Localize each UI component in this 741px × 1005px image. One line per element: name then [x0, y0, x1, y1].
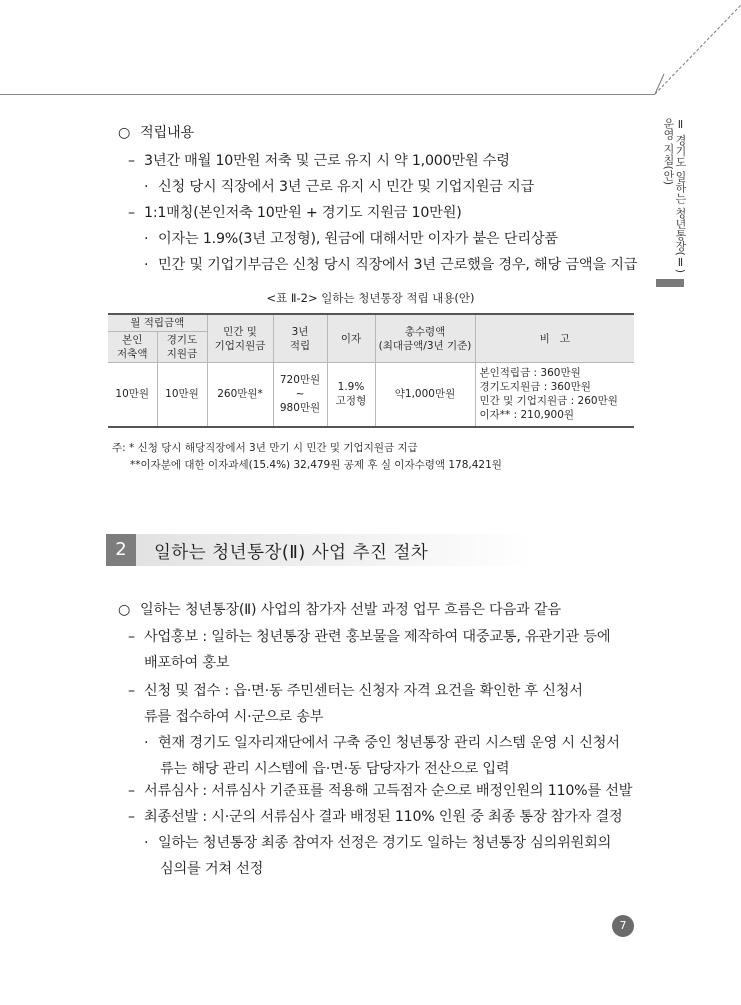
dash-icon: –: [128, 629, 135, 645]
page-number: 7: [612, 915, 634, 937]
cell-province: 10만원: [157, 363, 207, 427]
cell-three-year: 720만원 ~ 980만원: [273, 363, 327, 427]
dot-icon: ·: [144, 257, 149, 273]
section1-item: [144, 256, 637, 274]
header-remarks: 비 고: [475, 314, 634, 363]
section-number-badge: 2: [106, 534, 136, 566]
savings-table: [108, 313, 634, 428]
cell-remarks: [475, 363, 634, 427]
remark-line: 본인적립금 : 360만원: [479, 367, 581, 380]
header-rule: [0, 94, 655, 95]
section1-item: [128, 152, 510, 170]
section2-item: 류는 해당 관리 시스템에 읍·면·동 담당자가 전산으로 입력: [160, 761, 510, 777]
cell-private: 260만원*: [207, 363, 273, 427]
table-note: **이자분에 대한 이자과세(15.4%) 32,479원 공제 후 실 이자수령액 178,421원: [130, 459, 502, 471]
header-three-year: 3년 적립: [273, 314, 327, 363]
dash-icon: –: [128, 153, 135, 169]
section2-item-text: 서류심사 : 서류심사 기준표를 적용해 고득점자 순으로 배정인원의 110%를 선발: [144, 783, 633, 799]
table-header-row: [108, 314, 634, 332]
section1-item-text: 3년간 매월 10만원 저축 및 근로 유지 시 약 1,000만원 수령: [144, 153, 510, 169]
section1-item-text: 이자는 1.9%(3년 고정형), 원금에 대해서만 이자가 붙은 단리상품: [158, 231, 558, 247]
header-province: 경기도 지원금: [157, 332, 207, 363]
side-tab: [662, 118, 686, 278]
dot-icon: ·: [144, 735, 149, 751]
section1-item: [128, 204, 462, 222]
section2-item: 배포하여 홍보: [144, 655, 230, 671]
cell-interest: 1.9% 고정형: [327, 363, 375, 427]
section2-heading: [118, 601, 561, 619]
section2-heading-text: 일하는 청년통장(Ⅱ) 사업의 참가자 선발 과정 업무 흐름은 다음과 같음: [140, 602, 561, 618]
section2-item-text: 현재 경기도 일자리재단에서 구축 중인 청년통장 관리 시스템 운영 시 신청서: [158, 735, 620, 751]
section2-item: [128, 628, 610, 646]
section1-item-text: 민간 및 기업기부금은 신청 당시 직장에서 3년 근로했을 경우, 해당 금액을 지급: [158, 257, 638, 273]
remark-line: 민간 및 기업지원금 : 260만원: [479, 395, 618, 408]
dash-icon: –: [128, 783, 135, 799]
side-tab-subtitle: 운영 지침(안): [662, 118, 675, 186]
section-title: 일하는 청년통장(Ⅱ) 사업 추진 절차: [154, 543, 429, 563]
remark-line: 이자** : 210,900원: [479, 409, 575, 422]
table-note: 주: * 신청 당시 해당직장에서 3년 만기 시 민간 및 기업지원금 지급: [112, 442, 418, 454]
dot-icon: ·: [144, 231, 149, 247]
section2-item-text: 최종선발 : 시·군의 서류심사 결과 배정된 110% 인원 중 최종 통장 참가자 결정: [144, 809, 623, 825]
header-private: 민간 및 기업지원금: [207, 314, 273, 363]
cell-total: 약1,000만원: [375, 363, 475, 427]
dot-icon: ·: [144, 835, 149, 851]
side-tab-title: 경기도 일하는 청년통장(Ⅱ): [674, 134, 687, 274]
section2-item: 류를 접수하여 시·군으로 송부: [144, 709, 324, 725]
corner-decoration: [640, 0, 741, 110]
dash-icon: –: [128, 205, 135, 221]
section2-item-text: 신청 및 접수 : 읍·면·동 주민센터는 신청자 자격 요건을 확인한 후 신청서: [144, 683, 583, 699]
section1-item: [144, 230, 558, 248]
circle-bullet-icon: ○: [118, 602, 131, 618]
section1-item-text: 신청 당시 직장에서 3년 근로 유지 시 민간 및 기업지원금 지급: [158, 179, 535, 195]
section1-item: [144, 178, 534, 196]
header-self: 본인 저축액: [108, 332, 157, 363]
header-monthly: 월 적립금액: [108, 314, 207, 332]
cell-self: 10만원: [108, 363, 157, 427]
circle-bullet-icon: ○: [118, 125, 131, 141]
section2-item: [144, 834, 611, 852]
side-tab-chapter: Ⅱ: [674, 118, 687, 131]
remark-line: 경기도지원금 : 360만원: [479, 381, 591, 394]
header-total: 총수령액 (최대금액/3년 기준): [375, 314, 475, 363]
table-caption: <표 Ⅱ-2> 일하는 청년통장 적립 내용(안): [266, 291, 475, 305]
section1-heading-text: 적립내용: [140, 125, 195, 141]
table-row: [108, 363, 634, 427]
section1-heading: [118, 124, 194, 142]
header-interest: 이자: [327, 314, 375, 363]
section2-item-text: 일하는 청년통장 최종 참여자 선정은 경기도 일하는 청년통장 심의위원회의: [158, 835, 612, 851]
dash-icon: –: [128, 683, 135, 699]
dash-icon: –: [128, 809, 135, 825]
section2-item-text: 사업홍보 : 일하는 청년통장 관련 홍보물을 제작하여 대중교통, 유관기관 등에: [144, 629, 611, 645]
section2-item: [128, 782, 632, 800]
dot-icon: ·: [144, 179, 149, 195]
section2-header: [106, 534, 526, 568]
section2-item: 심의를 거쳐 선정: [160, 861, 264, 877]
section2-item: [128, 682, 583, 700]
section2-item: [144, 734, 620, 752]
section1-item-text: 1:1매칭(본인저축 10만원 + 경기도 지원금 10만원): [144, 205, 462, 221]
side-tab-marker: [656, 279, 684, 287]
section2-item: [128, 808, 623, 826]
